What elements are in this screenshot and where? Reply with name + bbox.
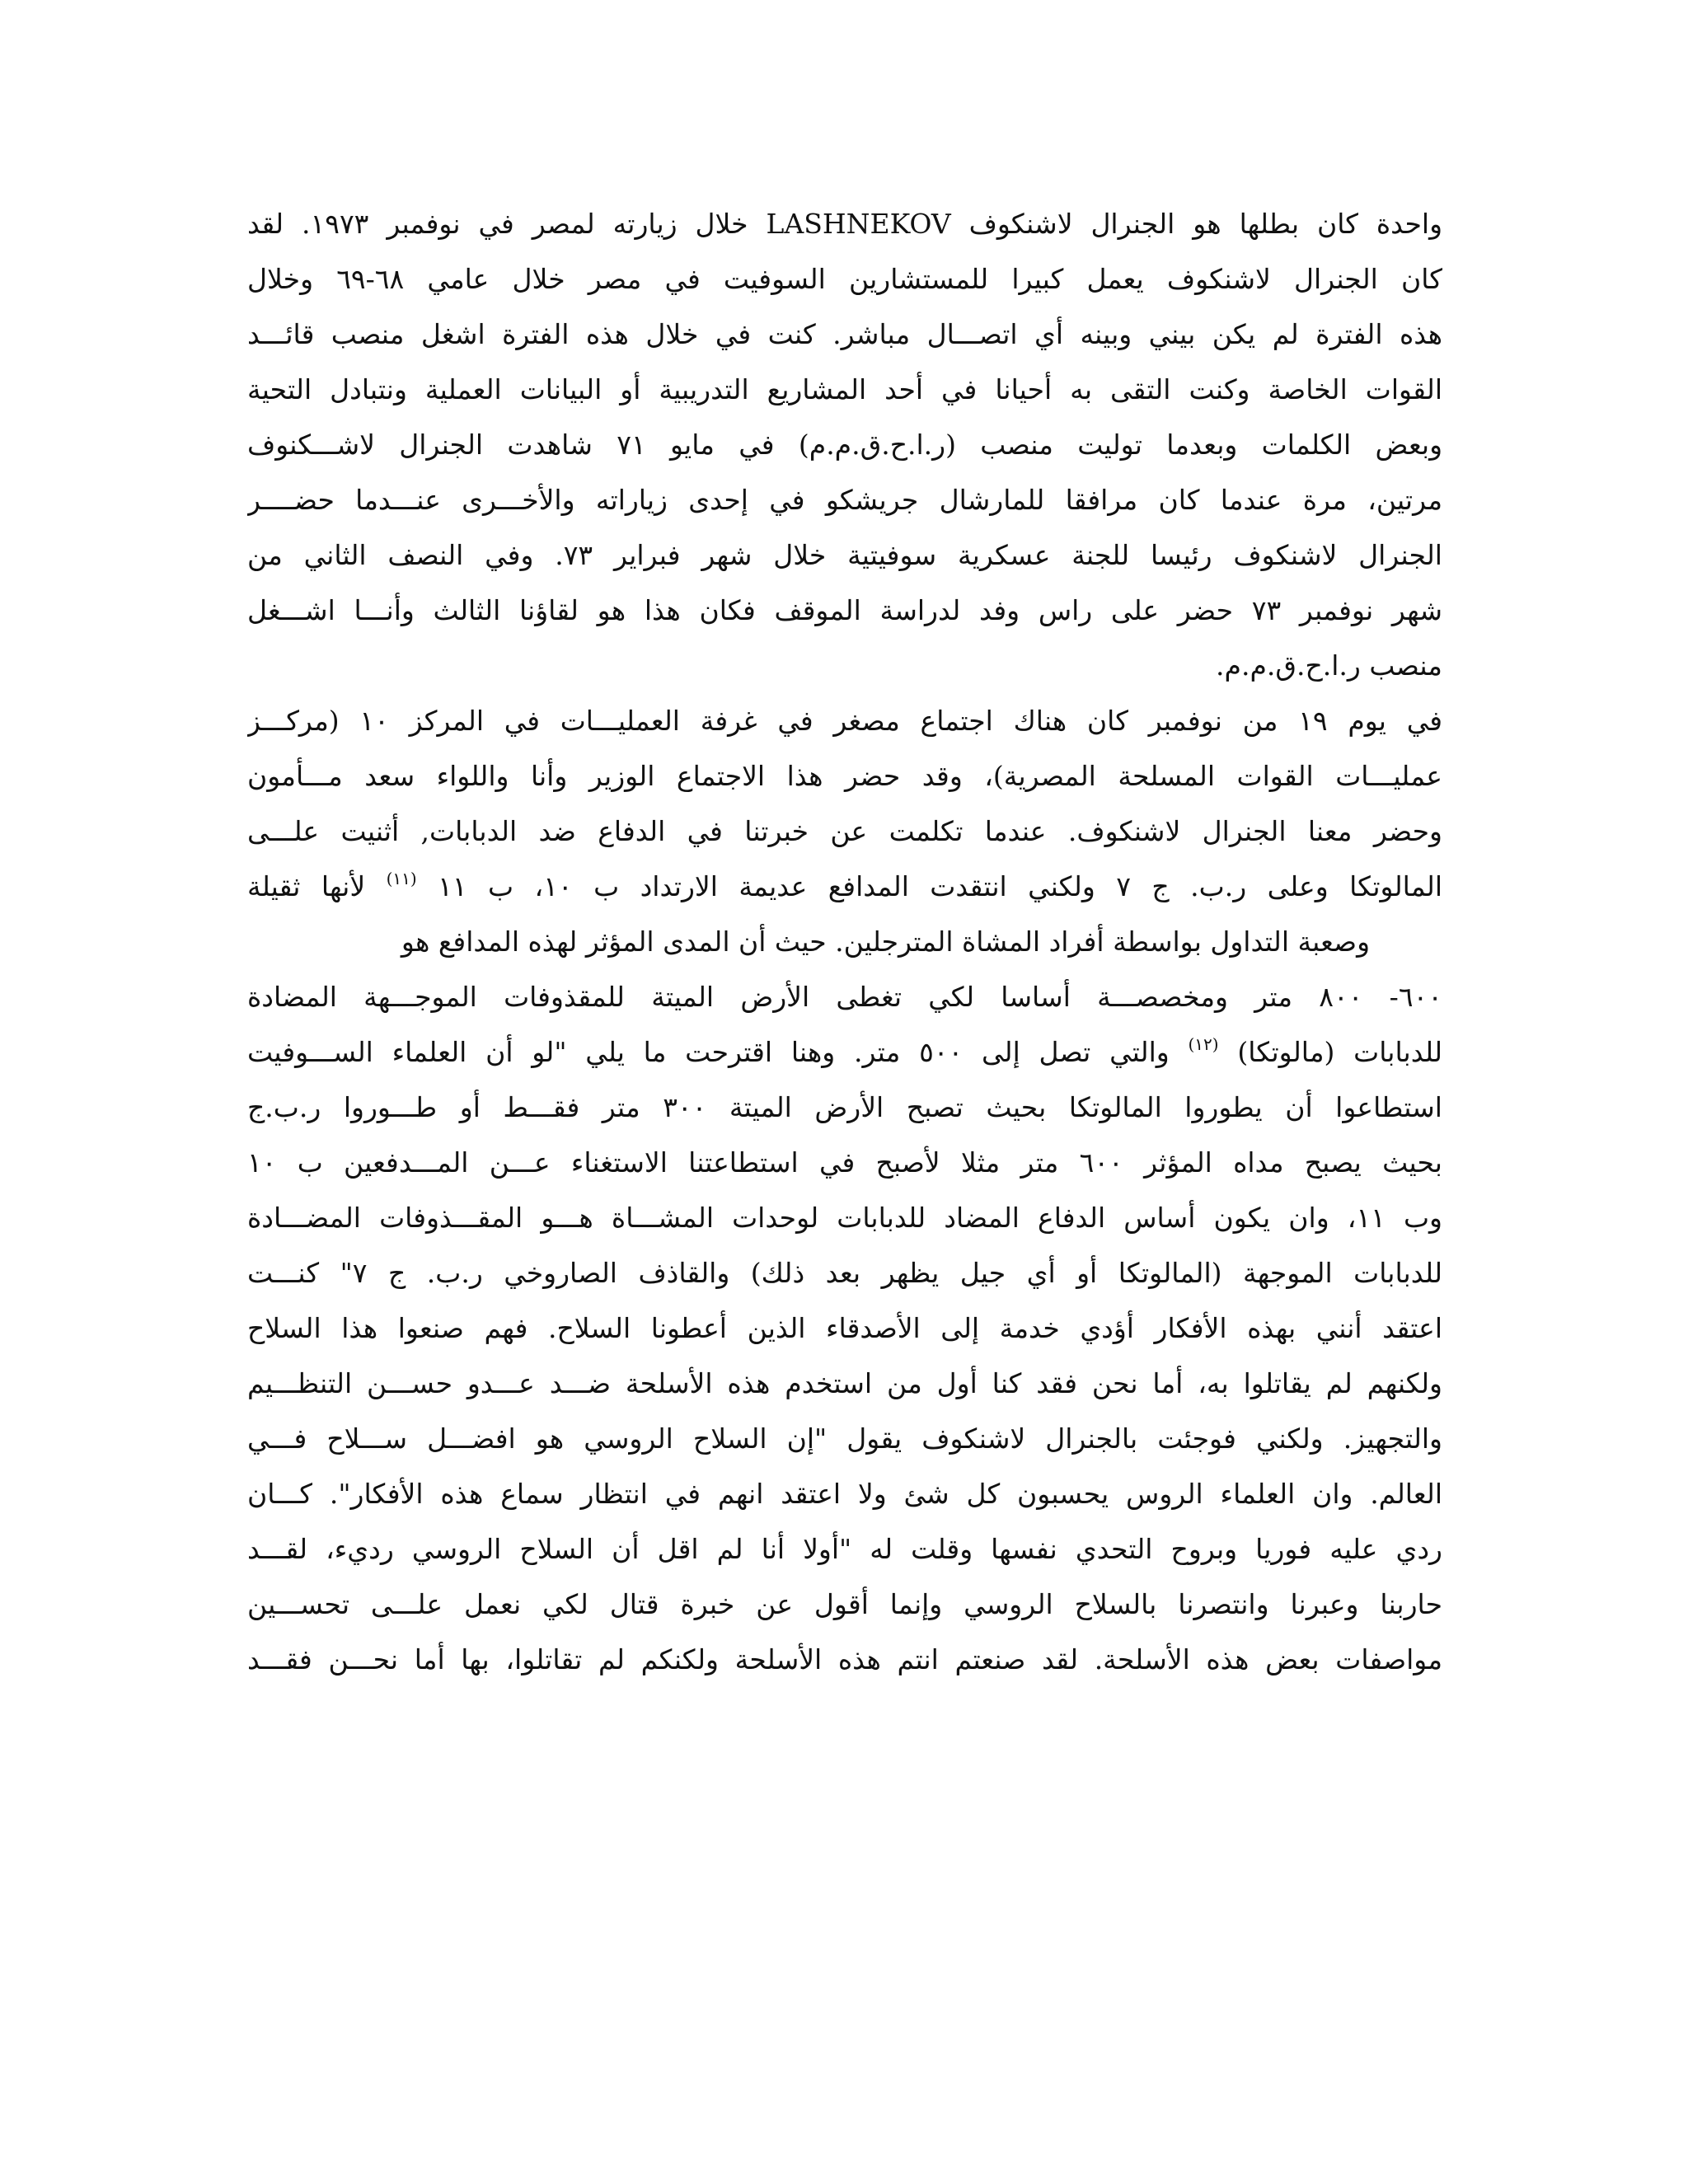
- text-line: وبعض الكلمات وبعدما توليت منصب (ر.ا.ح.ق.م.م) في مايو ٧١ شاهدت الجنرال لاشـــكنوف: [247, 429, 1442, 461]
- paragraph-1: [247, 196, 1442, 693]
- line-text-after-footnote: والتي تصل إلى ٥٠٠ متر. وهنا اقترحت ما يلي "لو أن العلماء الســـوفيت: [247, 1036, 1189, 1068]
- text-line: وب ١١، وان يكون أساس الدفاع المضاد للدبابات لوحدات المشـــاة هـــو المقـــذوفات المضـــادة: [247, 1202, 1442, 1234]
- text-line-with-footnote: [247, 859, 1442, 914]
- text-line: ردي عليه فوريا وبروح التحدي نفسها وقلت له "أولا أنا لم اقل أن السلاح الروسي رديء، لقـــد: [247, 1533, 1442, 1565]
- line-text-after-footnote: لأنها ثقيلة: [247, 870, 387, 902]
- text-line: الجنرال لاشنكوف رئيسا للجنة عسكرية سوفيتية خلال شهر فبراير ٧٣. وفي النصف الثاني من: [247, 539, 1442, 571]
- text-line: والتجهيز. ولكني فوجئت بالجنرال لاشنكوف يقول "إن السلاح الروسي هو افضـــل ســـلاح فـــي: [247, 1422, 1442, 1455]
- paragraph-3: [247, 969, 1442, 1687]
- document-body: [247, 196, 1442, 1687]
- text-line: عمليـــات القوات المسلحة المصرية)، وقد حضر هذا الاجتماع الوزير وأنا واللواء سعد مـــأمون: [247, 760, 1442, 792]
- text-line: شهر نوفمبر ٧٣ حضر على راس وفد لدراسة الموقف فكان هذا هو لقاؤنا الثالث وأنـــا اشـــغل: [247, 594, 1442, 626]
- text-line: وصعبة التداول بواسطة أفراد المشاة المترجلين. حيث أن المدى المؤثر لهذه المدافع هو: [401, 926, 1370, 958]
- paragraph-2: [247, 693, 1442, 969]
- text-line: كان الجنرال لاشنكوف يعمل كبيرا للمستشارين السوفيت في مصر خلال عامي ٦٨-٦٩ وخلال: [247, 263, 1442, 295]
- text-line: للدبابات الموجهة (المالوتكا أو أي جيل يظهر بعد ذلك) والقاذف الصاروخي ر.ب. ج ٧" كنـــت: [247, 1257, 1442, 1289]
- footnote-marker: (١١): [386, 869, 417, 888]
- text-line: القوات الخاصة وكنت التقى به أحيانا في أحد المشاريع التدريبية أو البيانات العملية ونتبادل التحية: [247, 373, 1442, 405]
- text-line: وحضر معنا الجنرال لاشنكوف. عندما تكلمت عن خبرتنا في الدفاع ضد الدبابات, أثنيت علـــى: [247, 815, 1442, 847]
- line-text-before-footnote: للدبابات (مالوتكا): [1218, 1036, 1442, 1068]
- text-line-with-footnote: [247, 1024, 1442, 1080]
- text-line: العالم. وان العلماء الروس يحسبون كل شئ ولا اعتقد انهم في انتظار سماع هذه الأفكار". كـــان: [247, 1478, 1442, 1510]
- text-line: ٦٠٠- ٨٠٠ متر ومخصصـــة أساسا لكي تغطى الأرض الميتة للمقذوفات الموجـــهة المضادة: [247, 981, 1442, 1013]
- text-line: بحيث يصبح مداه المؤثر ٦٠٠ متر مثلا لأصبح في استطاعتنا الاستغناء عـــن المـــدفعين ب ١٠: [247, 1146, 1442, 1179]
- text-line: واحدة كان بطلها هو الجنرال لاشنكوف LASHNEKOV خلال زيارته لمصر في نوفمبر ١٩٧٣. لقد: [247, 208, 1442, 240]
- footnote-marker: (١٢): [1188, 1034, 1219, 1054]
- text-line: حاربنا وعبرنا وانتصرنا بالسلاح الروسي وإنما أقول عن خبرة قتال لكي نعمل علـــى تحســـين: [247, 1588, 1442, 1620]
- text-line: استطاعوا أن يطوروا المالوتكا بحيث تصبح الأرض الميتة ٣٠٠ متر فقـــط أو طـــوروا ر.ب.ج: [247, 1091, 1442, 1123]
- text-line: في يوم ١٩ من نوفمبر كان هناك اجتماع مصغر في غرفة العمليـــات في المركز ١٠ (مركـــز: [247, 705, 1442, 737]
- text-line: اعتقد أنني بهذه الأفكار أؤدي خدمة إلى الأصدقاء الذين أعطونا السلاح. فهم صنعوا هذا السلاح: [247, 1312, 1442, 1344]
- text-line: منصب ر.ا.ح.ق.م.م.: [1216, 649, 1442, 682]
- text-line: مرتين، مرة عندما كان مرافقا للمارشال جريشكو في إحدى زياراته والأخـــرى عنـــدما حضــــر: [247, 484, 1442, 516]
- text-line: مواصفات بعض هذه الأسلحة. لقد صنعتم انتم هذه الأسلحة ولكنكم لم تقاتلوا، بها أما نحـــن فقـــد: [247, 1643, 1442, 1675]
- text-line: هذه الفترة لم يكن بيني وبينه أي اتصـــال مباشر. كنت في خلال هذه الفترة اشغل منصب قائـــد: [247, 318, 1442, 350]
- line-text-before-footnote: المالوتكا وعلى ر.ب. ج ٧ ولكني انتقدت المدافع عديمة الارتداد ب ١٠، ب ١١: [416, 870, 1442, 902]
- text-line: ولكنهم لم يقاتلوا به، أما نحن فقد كنا أول من استخدم هذه الأسلحة ضـــد عـــدو حســـن التنظـــيم: [247, 1367, 1442, 1399]
